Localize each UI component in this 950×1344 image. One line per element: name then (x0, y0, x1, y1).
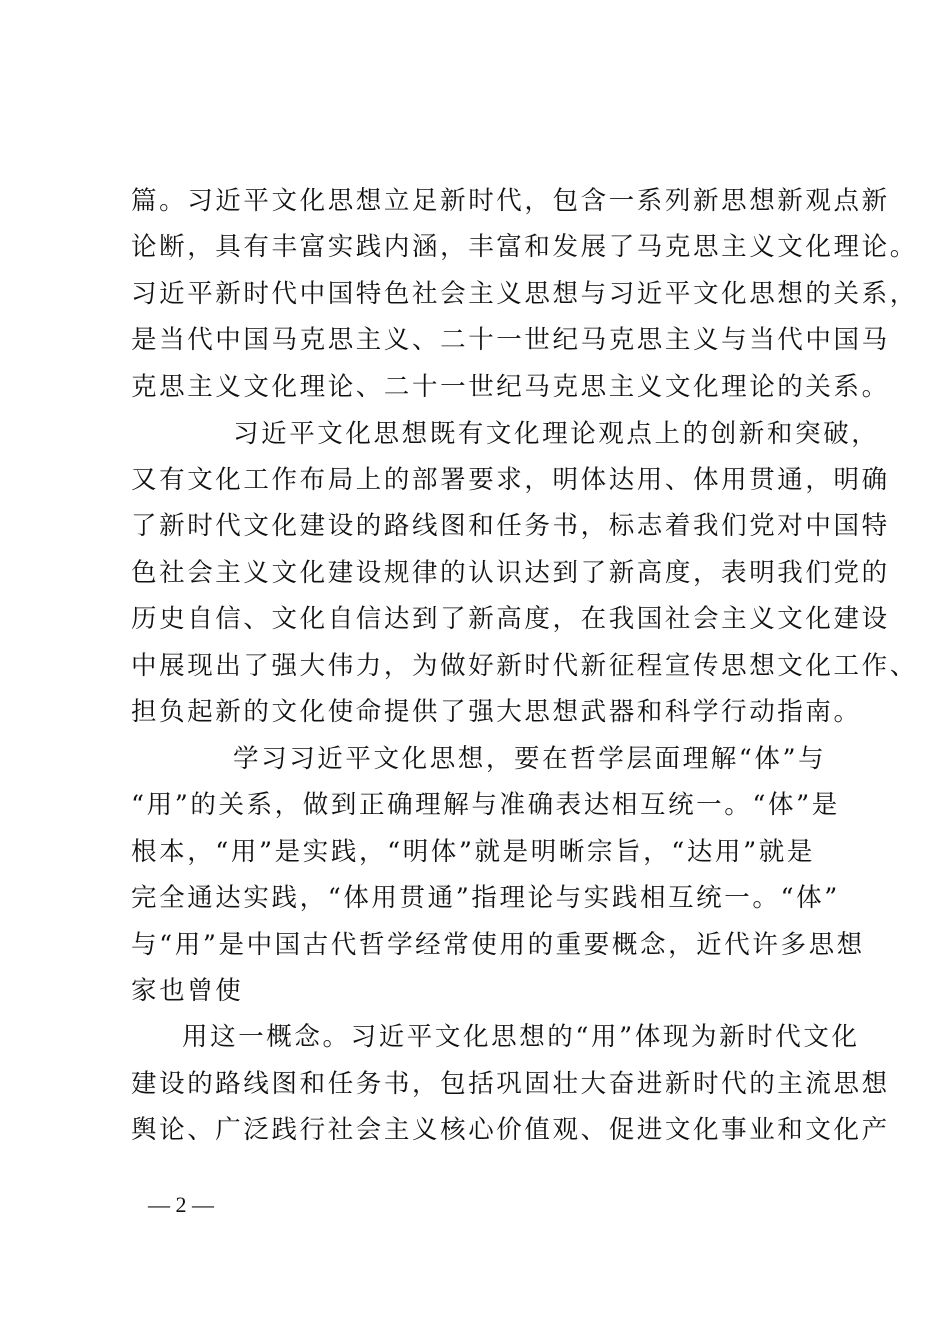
text-line: 根本，“用”是实践，“明体”就是明晰宗旨，“达用”就是 (131, 837, 815, 867)
paragraph-start-line: 学习习近平文化思想，要在哲学层面理解“体”与 (233, 744, 827, 774)
text-line: 历史自信、文化自信达到了新高度，在我国社会主义文化建设 (131, 604, 890, 634)
text-line: 了新时代文化建设的路线图和任务书，标志着我们党对中国特 (131, 511, 890, 541)
paragraph-start-line: 习近平文化思想既有文化理论观点上的创新和突破， (233, 419, 880, 449)
text-line: 担负起新的文化使命提供了强大思想武器和科学行动指南。 (131, 697, 862, 727)
text-line: 与“用”是中国古代哲学经常使用的重要概念，近代许多思想 (131, 930, 865, 960)
text-line: 完全通达实践，“体用贯通”指理论与实践相互统一。“体” (131, 883, 840, 913)
text-line: 舆论、广泛践行社会主义核心价值观、促进文化事业和文化产 (131, 1115, 890, 1145)
paragraph-start-line: 用这一概念。习近平文化思想的“用”体现为新时代文化 (182, 1022, 860, 1052)
text-line: 是当代中国马克思主义、二十一世纪马克思主义与当代中国马 (131, 325, 890, 355)
text-line: 克思主义文化理论、二十一世纪马克思主义文化理论的关系。 (131, 372, 890, 402)
text-line: 习近平新时代中国特色社会主义思想与习近平文化思想的关系， (131, 279, 918, 309)
page-number: — 2 — (148, 1192, 214, 1217)
text-line: 色社会主义文化建设规律的认识达到了新高度，表明我们党的 (131, 558, 890, 588)
text-line: 论断，具有丰富实践内涵，丰富和发展了马克思主义文化理论。 (131, 232, 918, 262)
text-line: “用”的关系，做到正确理解与准确表达相互统一。“体”是 (131, 790, 840, 820)
text-line: 中展现出了强大伟力，为做好新时代新征程宣传思想文化工作、 (131, 651, 918, 681)
text-line: 篇。习近平文化思想立足新时代，包含一系列新思想新观点新 (131, 186, 890, 216)
text-line: 家也曾使 (131, 976, 244, 1006)
text-line: 建设的路线图和任务书，包括巩固壮大奋进新时代的主流思想 (131, 1069, 890, 1099)
text-line: 又有文化工作布局上的部署要求，明体达用、体用贯通，明确 (131, 465, 890, 495)
